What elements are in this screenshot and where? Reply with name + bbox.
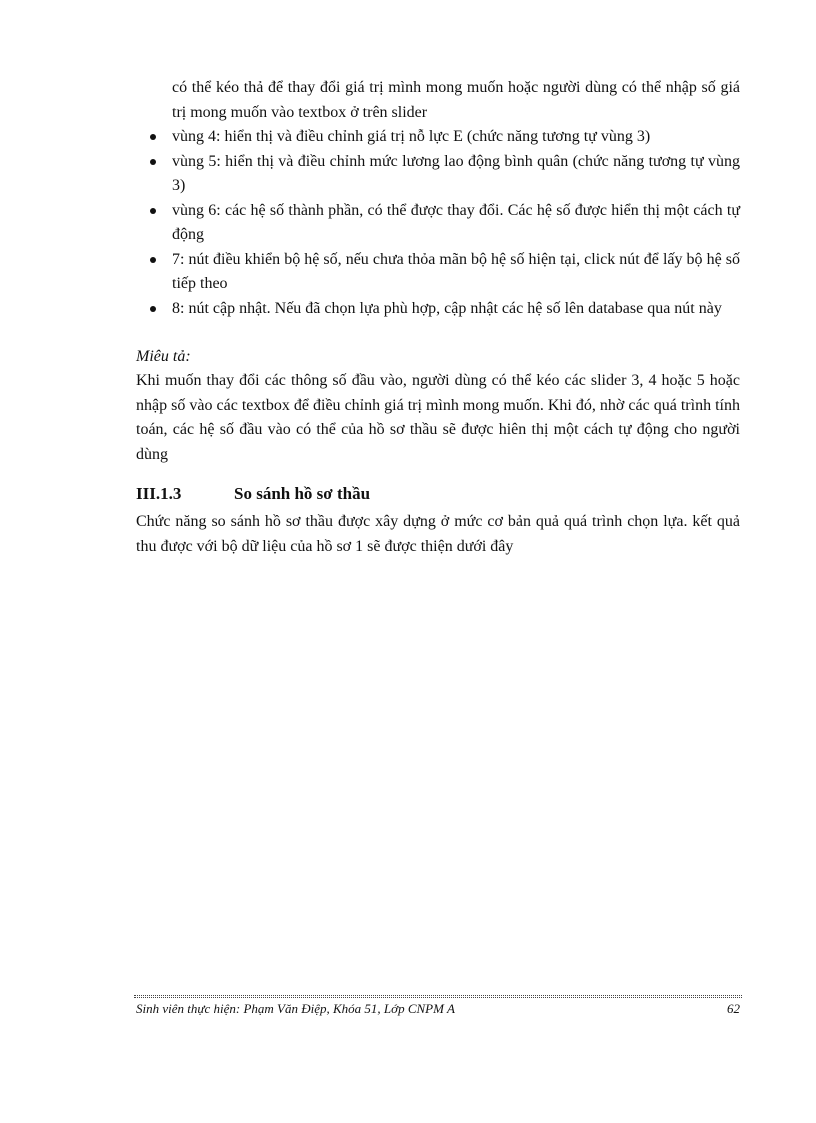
section-title: So sánh hồ sơ thầu [234, 484, 371, 503]
continuation-paragraph: có thể kéo thả để thay đổi giá trị mình mong muốn hoặc người dùng có thể nhập số giá trị mong muốn vào textbox ở trên slider [172, 79, 740, 121]
footer-author: Sinh viên thực hiện: Phạm Văn Điệp, Khóa 51, Lớp CNPM A [136, 1001, 455, 1016]
list-item [136, 199, 740, 248]
list-item-text: vùng 6: các hệ số thành phần, có thể được thay đổi. Các hệ số được hiển thị một cách tự động [172, 201, 740, 243]
list-item [136, 125, 740, 150]
bullet-list [136, 125, 740, 321]
bullet-icon [150, 306, 156, 312]
list-item [136, 297, 740, 322]
list-item [136, 150, 740, 199]
section-number: III.1.3 [136, 484, 182, 503]
list-item-text: 8: nút cập nhật. Nếu đã chọn lựa phù hợp, cập nhật các hệ số lên database qua nút này [172, 299, 722, 317]
bullet-icon [150, 134, 156, 140]
section-heading [136, 482, 370, 506]
bullet-icon [150, 257, 156, 263]
list-item [136, 248, 740, 297]
bullet-icon [150, 159, 156, 165]
footer-divider [134, 995, 742, 996]
description-label: Miêu tả: [136, 348, 191, 365]
bullet-icon [150, 208, 156, 214]
page-number: 62 [727, 1001, 740, 1016]
section-paragraph: Chức năng so sánh hồ sơ thầu được xây dựng ở mức cơ bản quả quá trình chọn lựa. kết quả thu được với bộ dữ liệu của hồ sơ 1 sẽ được thiện dưới đây [136, 513, 740, 555]
description-paragraph: Khi muốn thay đổi các thông số đầu vào, người dùng có thể kéo các slider 3, 4 hoặc 5 hoặc nhập số vào các textbox để điều chỉnh giá trị mình mong muốn. Khi đó, nhờ các quá trình tính toán, các hệ số đầu vào có thể của hồ sơ thầu sẽ được hiên thị một cách tự động cho người dùng [136, 372, 740, 463]
list-item-text: 7: nút điều khiển bộ hệ số, nếu chưa thỏa mãn bộ hệ số hiện tại, click nút để lấy bộ hệ số tiếp theo [172, 250, 740, 292]
footer-divider [134, 997, 742, 998]
list-item-text: vùng 5: hiển thị và điều chỉnh mức lương lao động bình quân (chức năng tương tự vùng 3) [172, 152, 740, 194]
list-item-text: vùng 4: hiển thị và điều chỉnh giá trị nỗ lực E (chức năng tương tự vùng 3) [172, 128, 651, 145]
